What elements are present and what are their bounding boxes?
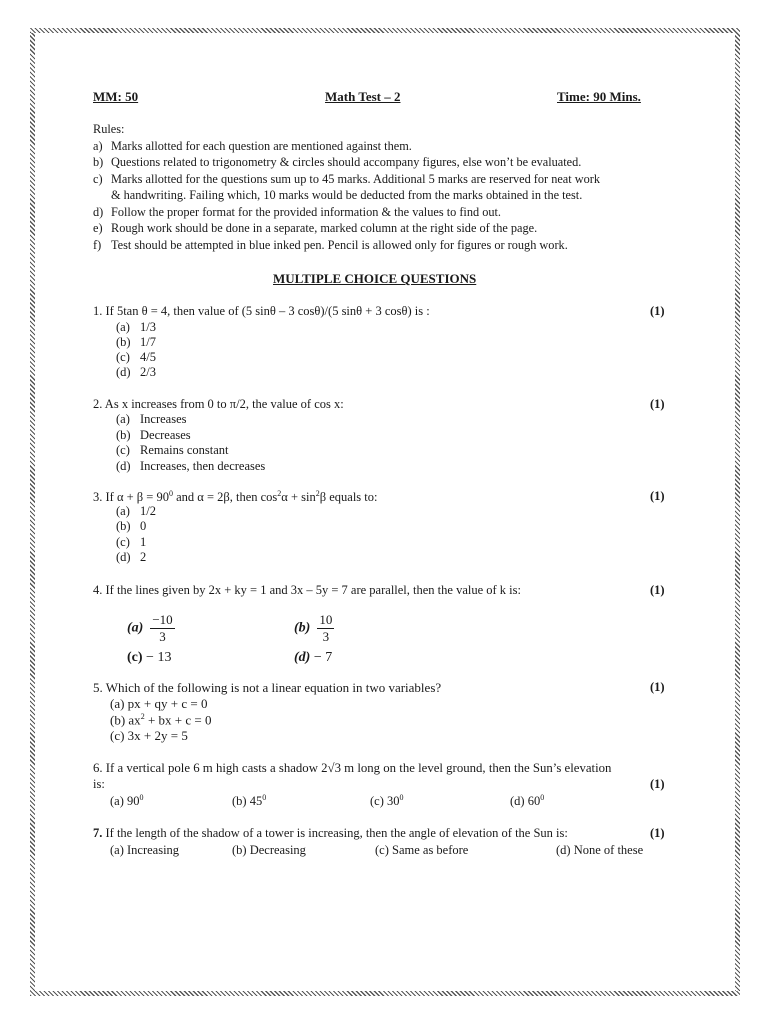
question-6: 6. If a vertical pole 6 m high casts a shadow 2√3 m long on the level ground, then the Sun’s elevation — [93, 761, 612, 775]
q2-option-c: (c) Remains constant — [116, 443, 229, 457]
q3-option-c: (c) 1 — [116, 535, 147, 549]
q1-option-b: (b) 1/7 — [116, 335, 156, 349]
q2-option-a: (a) Increases — [116, 412, 187, 426]
question-2: 2. As x increases from 0 to π/2, the value of cos x: — [93, 397, 344, 411]
q2-option-d: (d) Increases, then decreases — [116, 459, 266, 473]
q2-option-b: (b) Decreases — [116, 428, 191, 442]
question-7-marks: (1) — [650, 826, 665, 840]
rule-c-cont: & handwriting. Failing which, 10 marks would be deducted from the marks obtained in the test. — [111, 188, 583, 202]
question-2-marks: (1) — [650, 397, 665, 411]
q6-option-b: (b) $45^0$ — [232, 793, 267, 809]
question-6-marks: (1) — [650, 777, 665, 791]
question-3-marks: (1) — [650, 489, 665, 503]
question-5-marks: (1) — [650, 680, 665, 694]
rule-f: f) Test should be attempted in blue inked pen. Pencil is allowed only for figures or rough work. — [93, 238, 568, 252]
question-1-marks: (1) — [650, 304, 665, 318]
question-4: 4. If the lines given by 2x + ky = 1 and 3x – 5y = 7 are parallel, then the value of k is: — [93, 583, 521, 597]
rule-e: e) Rough work should be done in a separate, marked column at the right side of the page. — [93, 221, 538, 235]
question-1: 1. If 5tan θ = 4, then value of (5 sinθ – 3 cosθ)/(5 sinθ + 3 cosθ) is : — [93, 304, 430, 318]
rule-b: b) Questions related to trigonometry & circles should accompany figures, else won’t be evaluated. — [93, 155, 582, 169]
question-5: 5. Which of the following is not a linear equation in two variables? — [93, 680, 442, 695]
q7-option-b: (b) Decreasing — [232, 843, 306, 857]
q5-option-c: (c) 3x + 2y = 5 — [110, 728, 188, 743]
rule-a: a) Marks allotted for each question are mentioned against them. — [93, 139, 412, 153]
section-title: MULTIPLE CHOICE QUESTIONS — [273, 271, 477, 286]
q1-option-a: (a) 1/3 — [116, 320, 156, 334]
q4-option-a: (a) $\frac{-10}{3}$ — [127, 612, 173, 644]
q6-option-d: (d) $60^0$ — [510, 793, 545, 809]
q3-option-a: (a) 1/2 — [116, 504, 156, 518]
time-limit: Time: 90 Mins. — [557, 89, 641, 104]
q4-option-c: (c) − 13 — [127, 650, 172, 665]
question-6-cont: is: — [93, 777, 105, 791]
q6-option-c: (c) $30^0$ — [370, 793, 404, 809]
max-marks: MM: 50 — [93, 89, 139, 104]
q6-option-a: (a) $90^0$ — [110, 793, 144, 809]
rule-c: c) Marks allotted for the questions sum up to 45 marks. Additional 5 marks are reserved for neat work — [93, 172, 601, 186]
q7-option-a: (a) Increasing — [110, 843, 180, 857]
q4-option-b: (b) $\frac{10}{3}$ — [294, 612, 333, 644]
question-4-marks: (1) — [650, 583, 665, 597]
rule-d: d) Follow the proper format for the provided information & the values to find out. — [93, 205, 501, 219]
q7-option-c: (c) Same as before — [375, 843, 469, 857]
q5-option-a: (a) px + qy + c = 0 — [110, 696, 208, 711]
q4-option-d: (d) − 7 — [294, 650, 333, 665]
q3-option-b: (b) 0 — [116, 519, 147, 533]
question-7: 7. If the length of the shadow of a tower is increasing, then the angle of elevation of the Sun is: — [93, 826, 568, 840]
rules-heading: Rules: — [93, 122, 125, 136]
q7-option-d: (d) None of these — [556, 843, 644, 857]
q1-option-d: (d) 2/3 — [116, 365, 156, 379]
q3-option-d: (d) 2 — [116, 550, 147, 564]
q1-option-c: (c) 4/5 — [116, 350, 156, 364]
question-3: 3. If $\alpha + \beta = 90^0$ and α = 2β, then $\cos^2\alpha + \sin^2\beta$ equals to: — [93, 489, 378, 505]
test-title: Math Test – 2 — [325, 89, 401, 104]
q5-option-b: (b) $ax^2$ + bx + c = 0 — [110, 712, 212, 728]
